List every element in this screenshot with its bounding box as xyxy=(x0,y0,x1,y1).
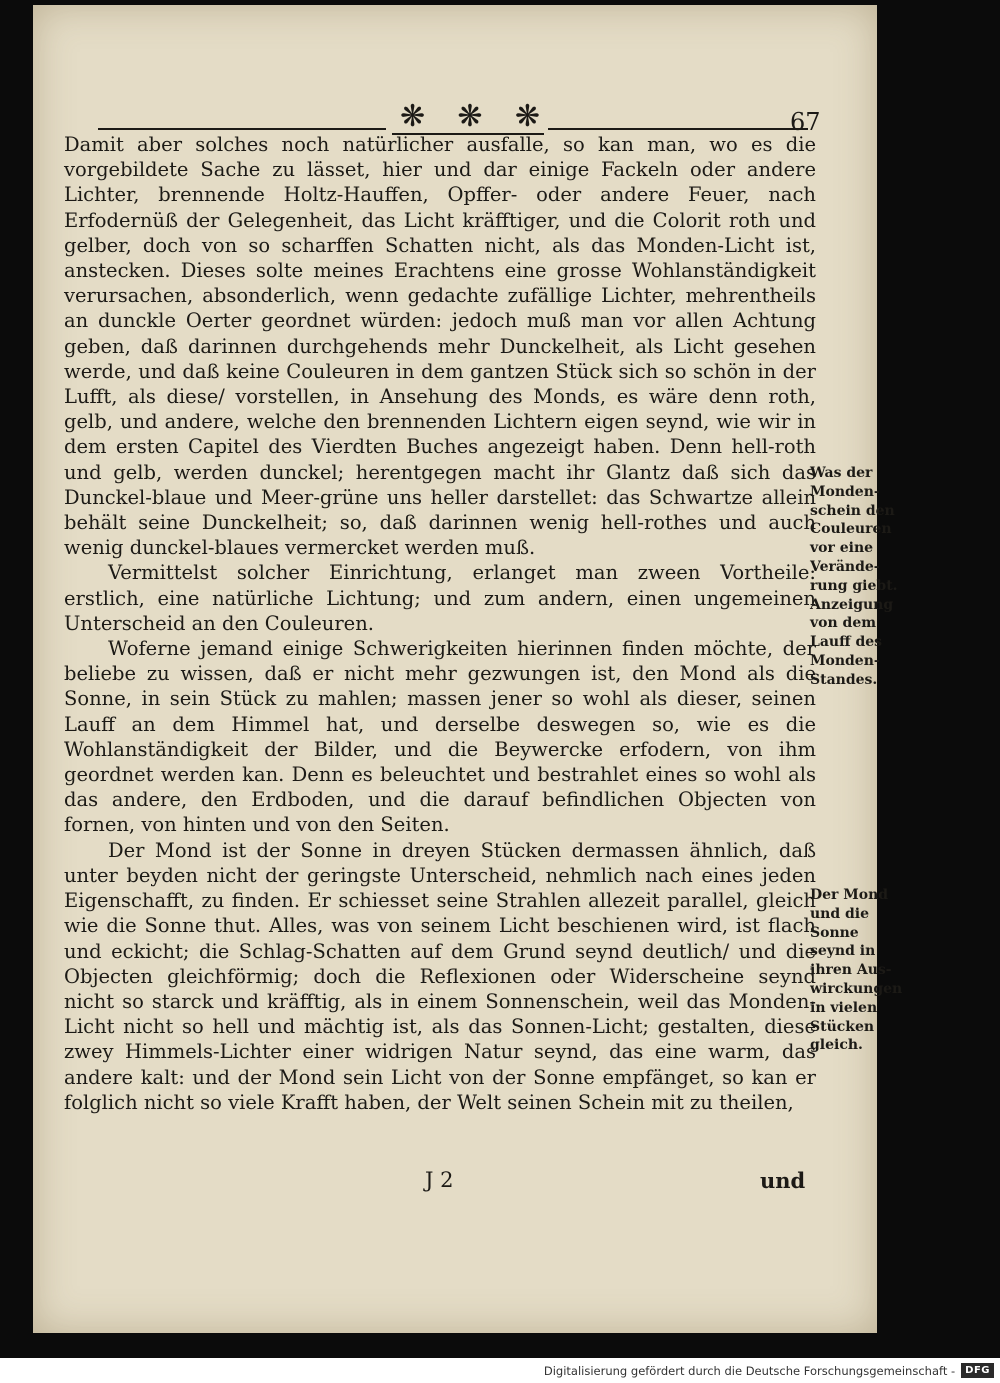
page-number: 67 xyxy=(790,108,821,136)
header-ornament-row xyxy=(400,98,540,134)
margin-note: Was der Monden-schein den Couleuren vor eine Verände-rung giebt. Anzeigung von dem Lauff des Monden-Standes. xyxy=(810,465,898,688)
ornament-flower-icon: ❋ xyxy=(457,98,483,134)
margin-note: Der Mond und die Sonne seynd in ihren Aus-wirckungen in vielen Stücken gleich. xyxy=(810,887,903,1054)
paragraph: Der Mond ist der Sonne in dreyen Stücken dermassen ähnlich, daß unter beyden nicht der geringste Unterscheid, nehmlich nach eines jeden Eigenschafft, zu finden. Er schiesset seine Strahlen allezeit parallel, gleich wie die Sonne thut. Alles, was von seinem Licht beschienen wird, ist flach und eckicht; die Schlag-Schatten auf dem Grund seynd deutlich/ und die Objecten gleichförmig; doch die Reflexionen oder Widerscheine seynd nicht so starck und kräfftig, als in einem Sonnenschein, weil das Monden-Licht nicht so hell und mächtig ist, als das Sonnen-Licht; gestalten, diese zwey Himmels-Lichter einer widrigen Natur seynd, das eine warm, das andere kalt: und der Mond sein Licht von der Sonne empfänget, so kan er folglich nicht so viele Krafft haben, der Welt seinen Schein mit zu theilen, xyxy=(64,838,816,1114)
body-text xyxy=(64,132,816,1115)
paragraph: Damit aber solches noch natürlicher ausfalle, so kan man, wo es die vorgebildete Sache zu lässet, hier und dar einige Fackeln oder andere Lichter, brennende Holtz-Hauffen, Opffer- oder andere Feuer, nach Erfodernüß der Gelegenheit, das Licht kräfftiger, und die Colorit roth und gelber, doch von so scharffen Schatten nicht, als das Monden-Licht ist, anstecken. Dieses solte meines Erachtens eine grosse Wohlanständigkeit verursachen, absonderlich, wenn gedachte zufällige Lichter, mehrentheils an dunckle Oerter geordnet würden: jedoch muß man vor allen Achtung geben, daß darinnen durchgehends mehr Dunckelheit, als Licht gesehen werde, und daß keine Couleuren in dem gantzen Stück sich so schön in der Lufft, als diese/ vorstellen, in Ansehung des Monds, es wäre denn roth, gelb, und andere, welche den brennenden Lichtern eigen seynd, wie wir in dem ersten Capitel des Vierdten Buches angezeigt haben. Denn hell-roth und gelb, werden dunckel; herentgegen macht ihr Glantz daß sich das Dunckel-blaue und Meer-grüne uns heller darstellet: das Schwartze allein behält seine Dunckelheit; so, daß darinnen wenig hell-rothes und auch wenig dunckel-blaues vermercket werden muß. xyxy=(64,133,816,560)
header-rule xyxy=(98,128,386,130)
ornament-flower-icon: ❋ xyxy=(514,98,540,134)
header-rule xyxy=(548,128,808,130)
catchword: und xyxy=(760,1168,806,1193)
dfg-logo: DFG xyxy=(961,1363,994,1378)
signature-mark: J 2 xyxy=(425,1168,454,1192)
paragraph: Vermittelst solcher Einrichtung, erlanget man zween Vortheile: erstlich, eine natürliche Lichtung; und zum andern, einen ungemeinen Unterscheid an den Couleuren. xyxy=(64,561,816,635)
funding-credit: Digitalisierung gefördert durch die Deutsche Forschungsgemeinschaft - xyxy=(543,1363,956,1378)
paragraph: Woferne jemand einige Schwerigkeiten hierinnen finden möchte, der beliebe zu wissen, daß er nicht mehr gezwungen ist, den Mond als die Sonne, in sein Stück zu mahlen; massen jener so wohl als dieser, seinen Lauff an dem Himmel hat, und derselbe deswegen so, wie es die Wohlanständigkeit der Bilder, und die Beywercke erfodern, von ihm geordnet werden kan. Denn es beleuchtet und bestrahlet eines so wohl als das andere, den Erdboden, und die darauf befindlichen Objecten von fornen, von hinten und von den Seiten. xyxy=(64,637,816,837)
ornament-flower-icon: ❋ xyxy=(400,98,426,134)
footer-bar xyxy=(0,1358,1000,1383)
